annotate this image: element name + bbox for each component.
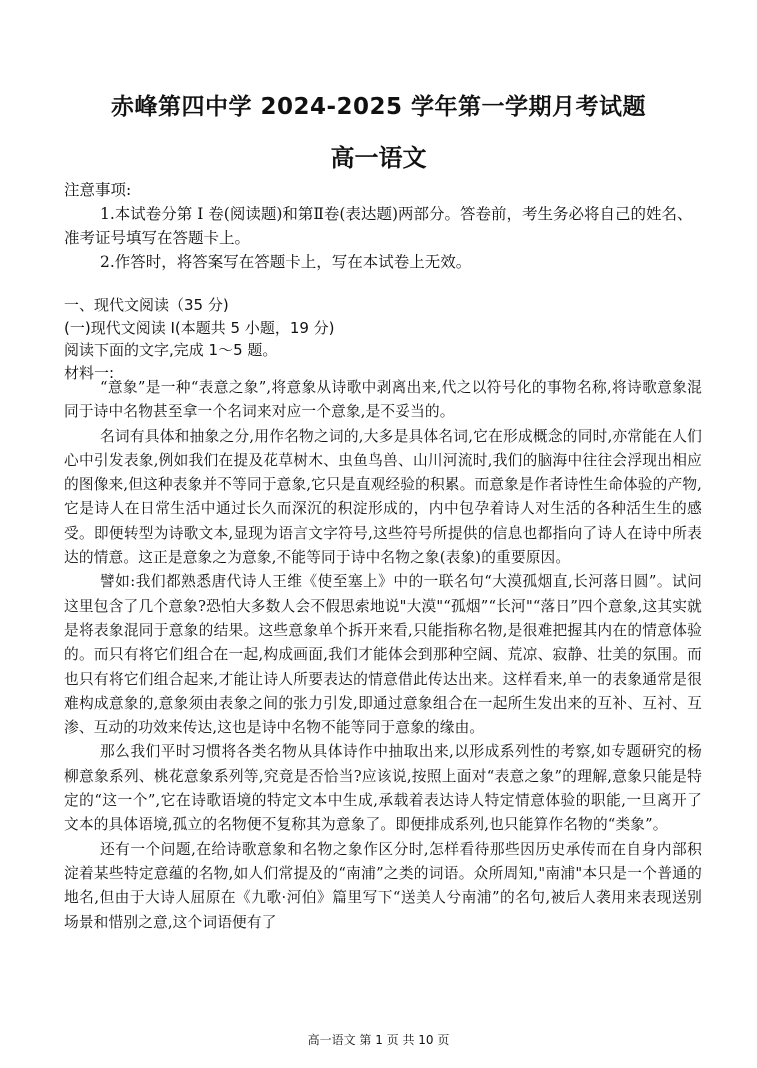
reading-passage — [64, 376, 702, 935]
instruction-text: 阅读下面的文字,完成 1～5 题。 — [64, 341, 278, 359]
notes-heading: 注意事项: — [64, 181, 132, 199]
passage-paragraph: “意象”是一种“表意之象”,将意象从诗歌中剥离出来,代之以符号化的事物名称,将诗歌意象混同于诗中名物甚至拿一个名词来对应一个意象,是不妥当的。 — [64, 379, 702, 421]
part-heading: 一、现代文阅读（35 分) — [64, 296, 229, 314]
passage-paragraph: 还有一个问题,在给诗歌意象和名物之象作区分时,怎样看待那些因历史承传而在自身内部积淀着某些特定意蕴的名物,如人们常提及的“南浦”之类的词语。众所周知,"南浦"本只是一个普通的地名,但由于大诗人屈原在《九歌·河伯》篇里写下“送美人兮南浦”的名句,被后人袭用来表现送别场景和惜别之意,这个词语便有了 — [64, 840, 702, 931]
note-item-1: 1.本试卷分第 I 卷(阅读题)和第Ⅱ卷(表达题)两部分。答卷前，考生务必将自己的姓名、准考证号填写在答题卡上。 — [64, 205, 693, 247]
page-footer: 高一语文 第 1 页 共 10 页 — [307, 1033, 450, 1047]
subject-title: 高一语文 — [330, 144, 427, 172]
note-item-2: 2.作答时，将答案写在答题卡上，写在本试卷上无效。 — [100, 253, 472, 271]
section-header — [64, 294, 704, 384]
notes-section — [64, 178, 704, 274]
passage-paragraph: 那么我们平时习惯将各类名物从具体诗作中抽取出来,以形成系列性的考察,如专题研究的杨柳意象系列、桃花意象系列等,究竟是否恰当?应该说,按照上面对“表意之象”的理解,意象只能是特定的“这一个”,它在诗歌语境的特定文本中生成,承载着表达诗人特定情意体验的职能,一旦离开了文本的具体语境,孤立的名物便不复称其为意象了。即便排成系列,也只能算作名物的“类象”。 — [64, 743, 702, 834]
material-label: 材料一: — [64, 363, 115, 382]
passage-paragraph: 譬如:我们都熟悉唐代诗人王维《使至塞上》中的一联名句“大漠孤烟直,长河落日圆”。试问这里包含了几个意象?恐怕大多数人会不假思索地说"大漠"“孤烟”“长河"“落日”四个意象,这其实就是将表象混同于意象的结果。这些意象单个拆开来看,只能指称名物,是很难把握其内在的情意体验的。而只有将它们组合在一起,构成画面,我们才能体会到那种空阔、荒凉、寂静、壮美的氛围。而也只有将它们组合起来,才能让诗人所要表达的情意借此传达出来。这样看来,单一的表象通常是很难构成意象的,意象须由表象之间的张力引发,即通过意象组合在一起所生发出来的互补、互衬、互渗、互动的功效来传达,这也是诗中名物不能等同于意象的缘由。 — [64, 573, 702, 737]
subpart-heading: (一)现代文阅读 I(本题共 5 小题，19 分) — [64, 318, 335, 337]
exam-title: 赤峰第四中学 2024-2025 学年第一学期月考试题 — [110, 94, 647, 120]
passage-paragraph: 名词有具体和抽象之分,用作名物之词的,大多是具体名词,它在形成概念的同时,亦常能在人们心中引发表象,例如我们在提及花草树木、虫鱼鸟兽、山川河流时,我们的脑海中往往会浮现出相应的图像来,但这种表象并不等同于意象,它只是直观经验的积累。而意象是作者诗性生命体验的产物,它是诗人在日常生活中通过长久而深沉的积淀形成的，内中包孕着诗人对生活的各种活生生的感受。即便转型为诗歌文本,显现为语言文字符号,这些符号所提供的信息也都指向了诗人在诗中所表达的情意。这正是意象之为意象,不能等同于诗中名物之象(表象)的重要原因。 — [64, 427, 702, 567]
